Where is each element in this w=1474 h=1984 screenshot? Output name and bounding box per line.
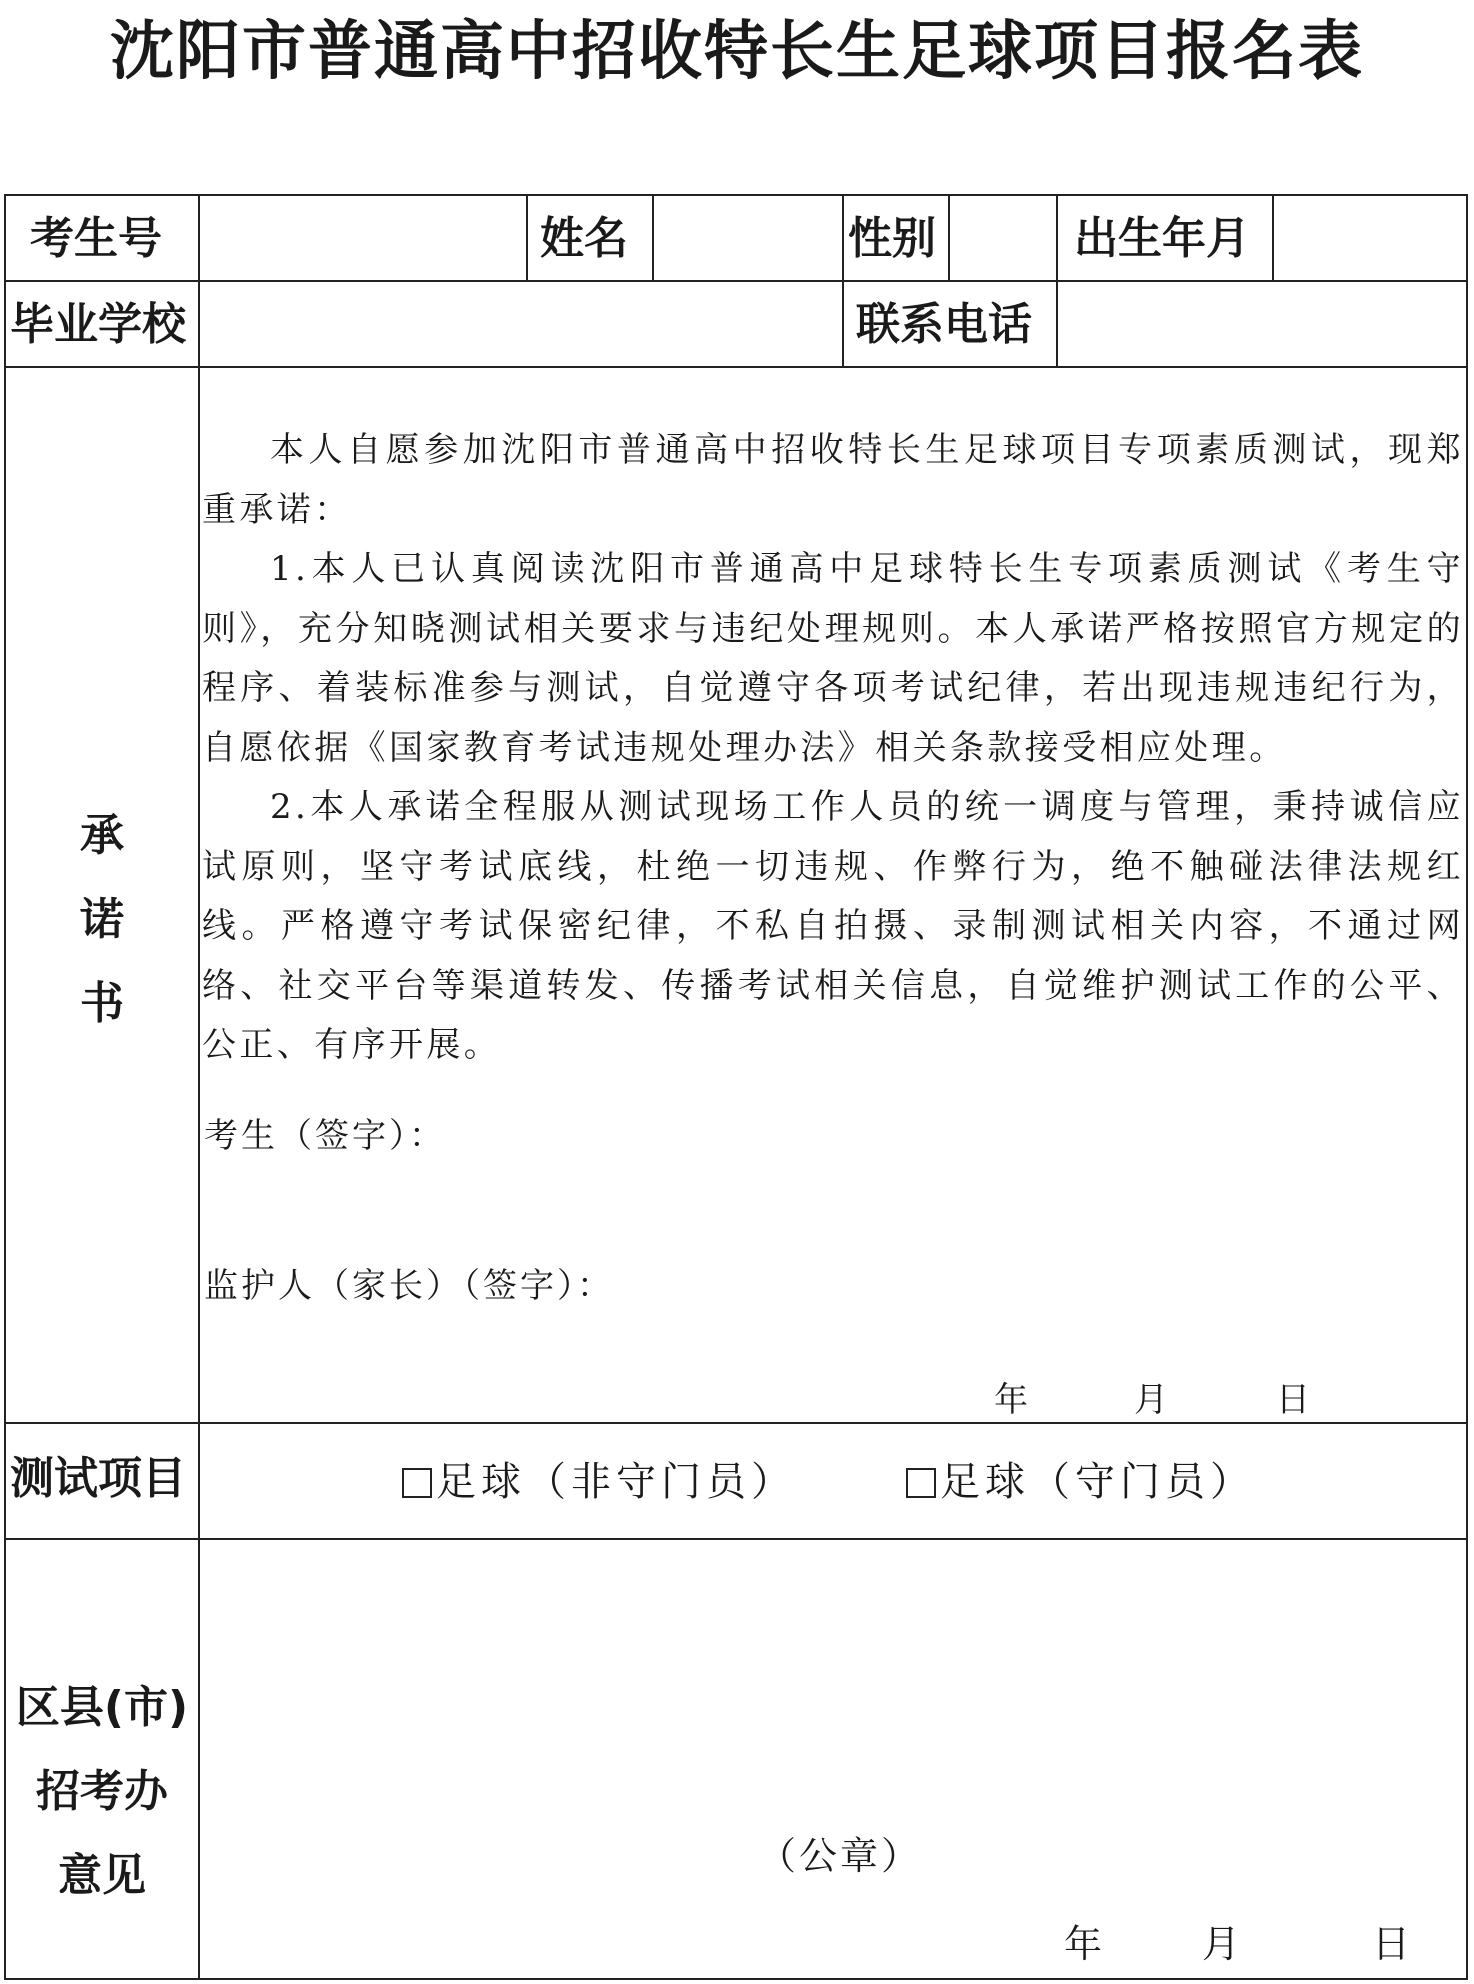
gender-label: 性别 (848, 213, 936, 264)
column-divider (526, 196, 528, 281)
pledge-date-day: 日 (1276, 1380, 1313, 1420)
district-date-day: 日 (1372, 1922, 1414, 1966)
guardian-signature-field[interactable] (626, 1250, 1266, 1310)
birth-label: 出生年月 (1074, 213, 1250, 264)
checkbox-field-player[interactable] (402, 1468, 432, 1498)
school-field[interactable] (200, 282, 842, 366)
pledge-date-year: 年 (994, 1380, 1031, 1420)
pledge-label-char: 承 (80, 810, 124, 861)
pledge-paragraph: 1.本人已认真阅读沈阳市普通高中足球特长生专项素质测试《考生守则》，充分知晓测试相关要求与违纪处理规则。本人承诺严格按照官方规定的程序、着装标准参与测试，自觉遵守各项考试纪律，若出现违规违纪行为，自愿依据《国家教育考试违规处理办法》相关条款接受相应处理。 (202, 549, 1464, 768)
column-divider (842, 196, 844, 367)
pledge-paragraph: 2.本人承诺全程服从测试现场工作人员的统一调度与管理，秉持诚信应试原则，坚守考试底线，杜绝一切违规、作弊行为，绝不触碰法律法规红线。严格遵守考试保密纪律，不私自拍摄、录制测试相关内容，不通过网络、社交平台等渠道转发、传播考试相关信息，自觉维护测试工作的公平、公正、有序开展。 (202, 787, 1464, 1065)
option-goalkeeper[interactable] (906, 1458, 1255, 1506)
district-office-label-line: 意见 (58, 1850, 146, 1901)
test-item-label: 测试项目 (10, 1453, 186, 1504)
guardian-signature-label: 监护人（家长）（签字）： (204, 1266, 614, 1306)
pledge-label-char: 诺 (80, 894, 124, 945)
student-signature-label: 考生（签字）： (204, 1116, 446, 1156)
district-date-month: 月 (1202, 1922, 1244, 1966)
pledge-text (202, 421, 1464, 1076)
option-field-player[interactable] (402, 1458, 796, 1506)
checkbox-goalkeeper[interactable] (906, 1468, 936, 1498)
official-seal-label: （公章） (758, 1834, 923, 1878)
student-signature-field[interactable] (476, 1100, 1176, 1160)
district-office-label-line: 区县(市) (15, 1682, 189, 1733)
pledge-label (6, 794, 198, 1046)
district-office-label (6, 1666, 198, 1918)
district-office-label-line: 招考办 (36, 1766, 168, 1817)
district-opinion-field[interactable] (200, 1540, 1466, 1840)
pledge-date-month: 月 (1134, 1380, 1171, 1420)
row-divider (6, 1422, 1466, 1424)
birth-field[interactable] (1274, 196, 1466, 280)
option-goalkeeper-label: 足球（守门员） (940, 1459, 1255, 1505)
name-label: 姓名 (540, 213, 628, 264)
gender-field[interactable] (950, 196, 1056, 280)
registration-form (4, 194, 1468, 1980)
row-divider (6, 366, 1466, 368)
school-label: 毕业学校 (10, 299, 186, 350)
pledge-label-char: 书 (80, 978, 124, 1029)
district-date-year: 年 (1064, 1922, 1106, 1966)
form-title: 沈阳市普通高中招收特长生足球项目报名表 (110, 15, 1364, 89)
name-field[interactable] (654, 196, 842, 280)
pledge-paragraph: 本人自愿参加沈阳市普通高中招收特长生足球项目专项素质测试，现郑重承诺： (202, 430, 1464, 530)
phone-field[interactable] (1058, 282, 1466, 366)
exam-no-label: 考生号 (30, 213, 162, 264)
phone-label: 联系电话 (856, 299, 1032, 350)
exam-no-field[interactable] (200, 196, 526, 280)
option-field-player-label: 足球（非守门员） (436, 1459, 796, 1505)
